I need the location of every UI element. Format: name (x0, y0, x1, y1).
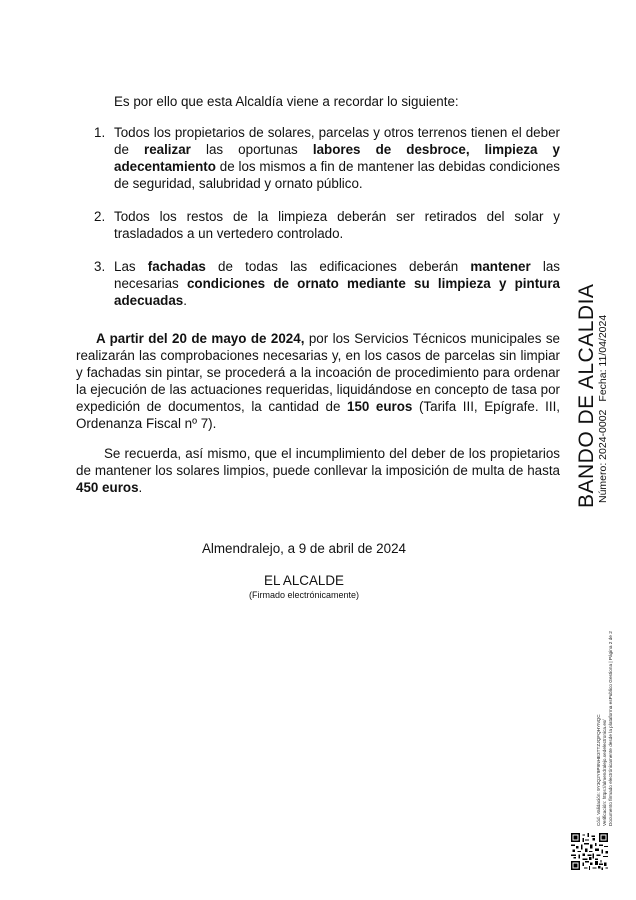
place-date: Almendralejo, a 9 de abril de 2024 (202, 541, 406, 556)
list-number: 3. (94, 259, 106, 274)
qr-code-icon (571, 833, 608, 870)
side-number: Número: 2024-0002 (597, 409, 609, 503)
list-number: 2. (94, 209, 106, 224)
list-number: 1. (94, 125, 106, 140)
paragraph-deadline: A partir del 20 de mayo de 2024, por los Servicios Técnicos municipales se realizarán las comprobaciones necesarias y, en los casos de parcelas sin limpiar y fachadas sin pintar, se procederá a la incoación de procedimiento para ordenar la ejecución de las actuaciones requeridas, liquidándose en concepto de tasa por expedición de documentos, la cantidad de 150 euros (Tarifa III, Epígrafe. III, Ordenanza Fiscal nº 7). (76, 331, 561, 431)
side-document-meta (597, 315, 609, 503)
list-item: 1. Todos los propietarios de solares, parcelas y otros terrenos tienen el deber de realizar las oportunas labores de desbroce, limpieza y adecentamiento de los mismos a fin de mantener las debidas condiciones de seguridad, salubridad y ornato público. (94, 125, 560, 191)
side-document-title: BANDO DE ALCALDIA (575, 283, 598, 508)
side-date: Fecha: 11/04/2024 (597, 314, 609, 402)
validation-code: Cód. Validación: 9Y3Q2Y9P9NHE3TTZJQFQHYNQC (596, 714, 601, 826)
signer-title: EL ALCALDE (264, 573, 344, 588)
intro-text: Es por ello que esta Alcaldía viene a recordar lo siguiente: (114, 94, 459, 109)
side-validation-footer (596, 631, 615, 826)
paragraph-fine: Se recuerda, así mismo, que el incumplimiento del deber de los propietarios de mantener los solares limpios, puede conllevar la imposición de multa de hasta 450 euros. (76, 446, 560, 495)
signature-note: (Firmado electrónicamente) (248, 590, 360, 600)
list-item: 2. Todos los restos de la limpieza deberán ser retirados del solar y trasladados a un vertedero controlado. (94, 209, 560, 241)
list-item: 3. Las fachadas de todas las edificaciones deberán mantener las necesarias condiciones de ornato mediante su limpieza y pintura adecuadas. (94, 259, 561, 308)
verification-url[interactable]: Verificación: https://almendralejo.sedelectronica.es/ (602, 719, 608, 826)
reminder-list (76, 124, 560, 325)
platform-note: Documento firmado electrónicamente desde la plataforma esPublico Gestiona | Página 2 de 2 (608, 631, 614, 826)
